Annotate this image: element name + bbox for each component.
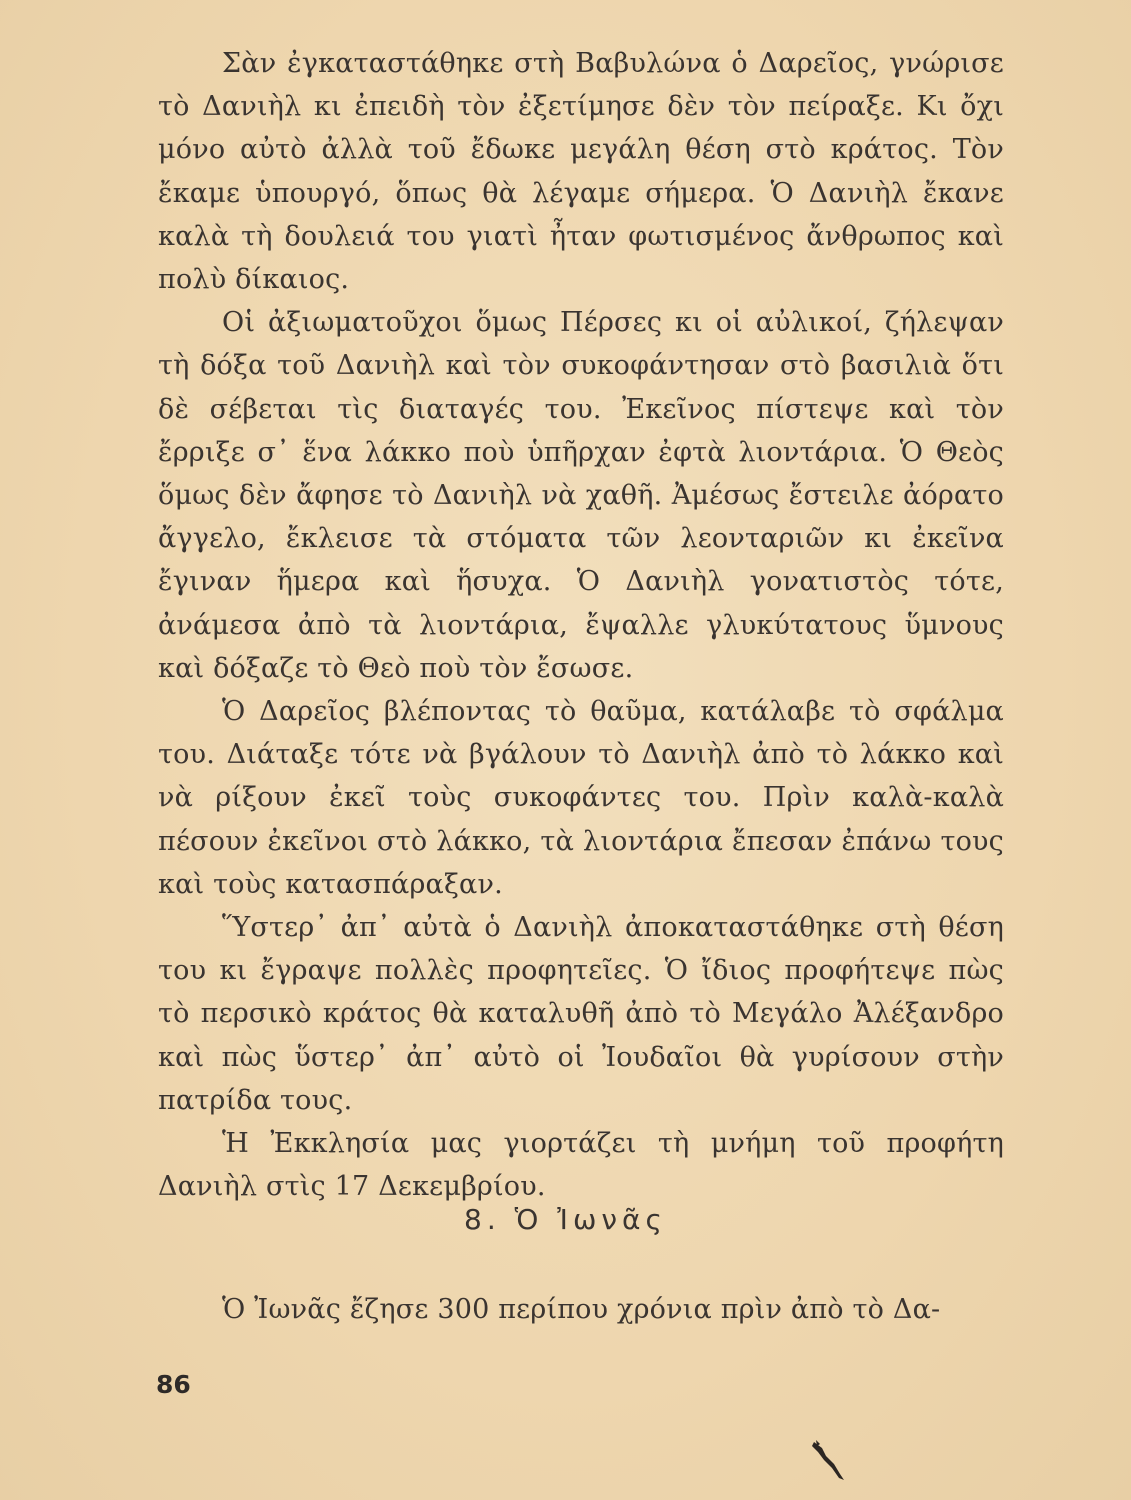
paragraph-jonah-intro: Ὁ Ἰωνᾶς ἔζησε 300 περίπου χρόνια πρὶν ἀπὸ τὸ Δα- — [222, 1294, 941, 1325]
ink-mark-icon — [808, 1438, 848, 1482]
paragraph-prophecies: Ὕστερ᾽ ἀπ᾽ αὐτὰ ὁ Δανιὴλ ἀποκαταστάθηκε στὴ θέση του κι ἔγραψε πολλὲς προφητεῖες. Ὁ ἴδιος προφήτεψε πὼς τὸ περσικὸ κράτος θὰ καταλυθῆ ἀπὸ τὸ Μεγάλο Ἀλέξανδρο καὶ πὼς ὕστερ᾽ ἀπ᾽ αὐτὸ οἱ Ἰουδαῖοι θὰ γυρίσουν στὴν πατρίδα τους. — [158, 912, 1004, 1116]
section-heading: 8. Ὁ Ἰωνᾶς — [464, 1203, 667, 1236]
paragraph-miracle: Ὁ Δαρεῖος βλέποντας τὸ θαῦμα, κατάλαβε τὸ σφάλμα του. Διάταξε τότε νὰ βγάλουν τὸ Δανιὴλ ἀπὸ τὸ λάκκο καὶ νὰ ρίξουν ἐκεῖ τοὺς συκοφάντες του. Πρὶν καλὰ-καλὰ πέσουν ἐκεῖνοι στὸ λάκκο, τὰ λιοντάρια ἔπεσαν ἐπάνω τους καὶ τοὺς κατασπάραξαν. — [158, 696, 1004, 900]
paragraph-lions-den: Οἱ ἀξιωματοῦχοι ὅμως Πέρσες κι οἱ αὐλικοί, ζήλεψαν τὴ δόξα τοῦ Δανιὴλ καὶ τὸν συκοφάντησαν στὸ βασιλιὰ ὅτι δὲ σέβεται τὶς διαταγές του. Ἐκεῖνος πίστεψε καὶ τὸν ἔρριξε σ᾽ ἕνα λάκκο ποὺ ὑπῆρχαν ἐφτὰ λιοντάρια. Ὁ Θεὸς ὅμως δὲν ἄφησε τὸ Δανιὴλ νὰ χαθῆ. Ἀμέσως ἔστειλε ἀόρατο ἄγγελο, ἔκλεισε τὰ στόματα τῶν λεονταριῶν κι ἐκεῖνα ἔγιναν ἥμερα καὶ ἥσυχα. Ὁ Δανιὴλ γονατιστὸς τότε, ἀνάμεσα ἀπὸ τὰ λιοντάρια, ἔψαλλε γλυκύτατους ὕμνους καὶ δόξαζε τὸ Θεὸ ποὺ τὸν ἔσωσε. — [158, 307, 1004, 684]
body-text — [158, 42, 1004, 1208]
paragraph-darius-daniel: Σὰν ἐγκαταστάθηκε στὴ Βαβυλώνα ὁ Δαρεῖος, γνώρισε τὸ Δανιὴλ κι ἐπειδὴ τὸν ἐξετίμησε δὲν τὸν πείραξε. Κι ὄχι μόνο αὐτὸ ἀλλὰ τοῦ ἔδωκε μεγάλη θέση στὸ κράτος. Τὸν ἔκαμε ὑπουργό, ὅπως θὰ λέγαμε σήμερα. Ὁ Δανιὴλ ἔκανε καλὰ τὴ δουλειά του γιατὶ ἦταν φωτισμένος ἄνθρωπος καὶ πολὺ δίκαιος. — [158, 48, 1004, 296]
page-number: 86 — [156, 1370, 191, 1399]
paragraph-feast-day: Ἡ Ἐκκλησία μας γιορτάζει τὴ μνήμη τοῦ προφήτη Δανιὴλ στὶς 17 Δεκεμβρίου. — [158, 1128, 1004, 1203]
